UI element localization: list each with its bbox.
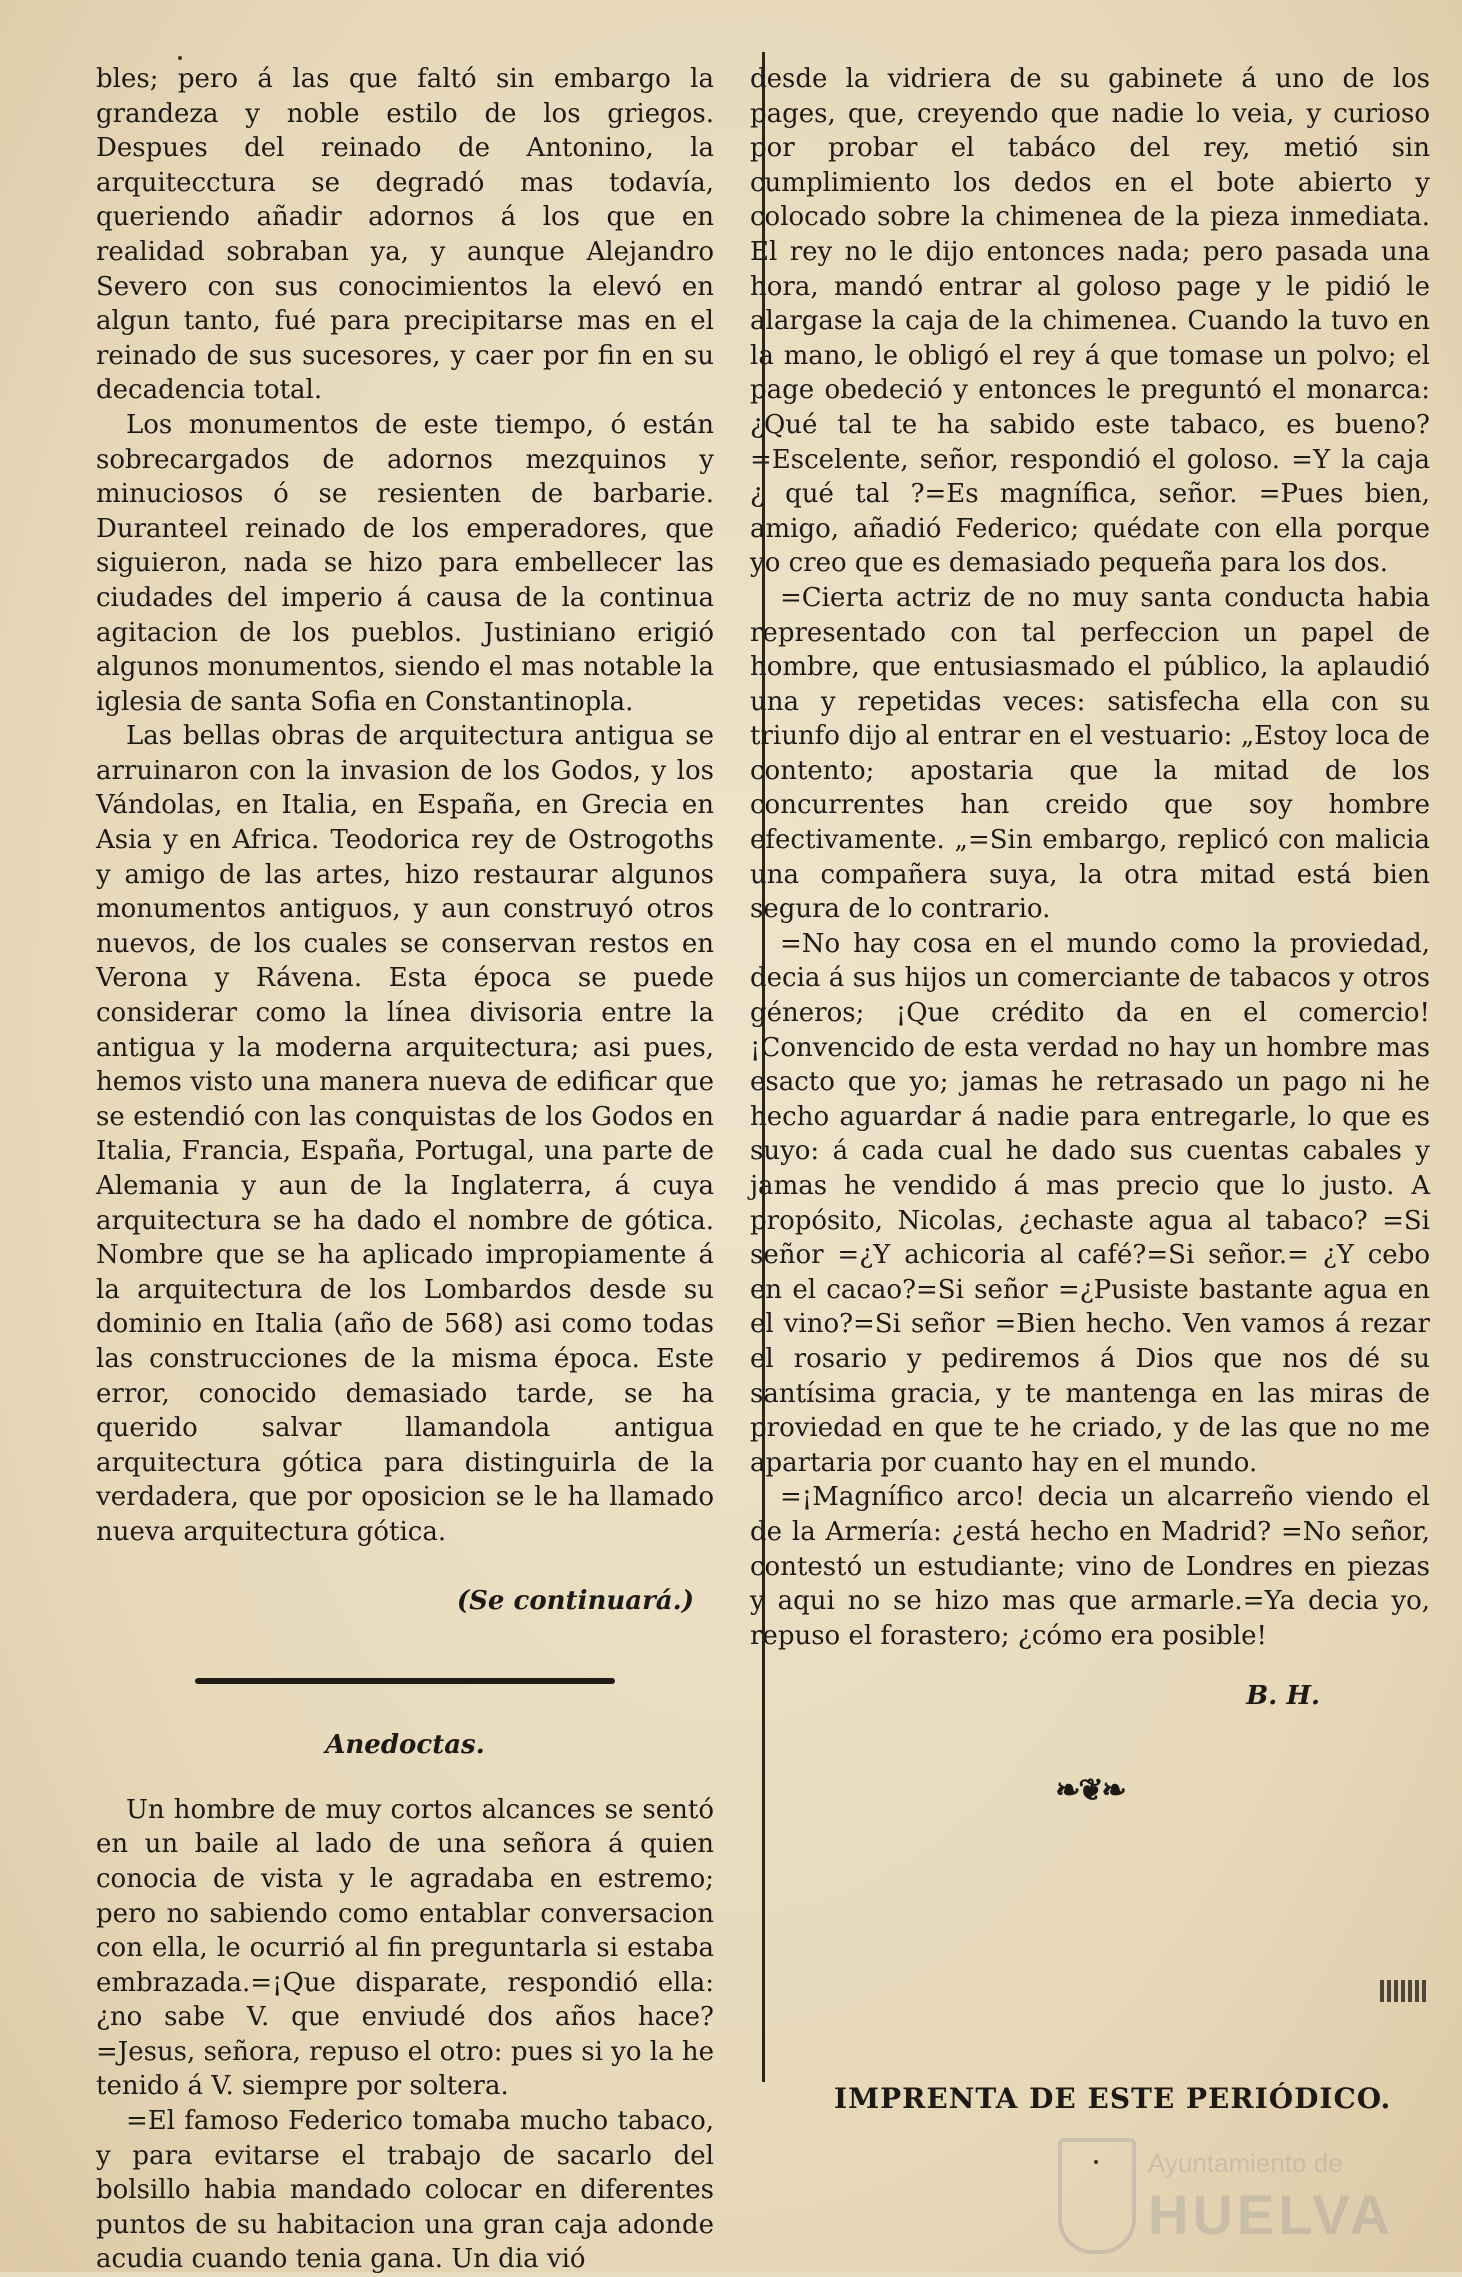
anecdote-1: Un hombre de muy cortos alcances se sentó en un baile al lado de una señora á quien conocia de vista y le agradaba en estremo; pero no sabiendo como entablar conversacion con ella, le ocurrió al fin preguntarla si estaba embrazada.=¡Que disparate, respondió ella: ¿no sabe V. que enviudé dos años hace? =Jesus, señora, repuso el otro: pues si yo la he tenido á V. siempre por soltera. xyxy=(96,1794,714,2102)
anecdotes-title: Anedoctas. xyxy=(325,1730,485,1761)
article-paragraph-3: Las bellas obras de arquitectura antigua se arruinaron con la invasion de los Godos, y los Vándolas, en Italia, en España, en Grecia en Asia y en Africa. Teodorica rey de Ostrogoths y amigo de las artes, hizo restaurar algunos monumentos antiguos, y aun construyó otros nuevos, de los cuales se conservan restos en Verona y Rávena. Esta época se puede considerar como la línea divisoria entre la antigua y la moderna arquitectura; asi pues, hemos visto una manera nueva de edificar que se estendió con las conquistas de los Godos en Italia, Francia, España, Portugal, una parte de Alemania y aun de la Inglaterra, á cuya arquitectura se ha dado el nombre de gótica. Nombre que se ha aplicado impropiamente á la arquitectura de los Lombardos desde su dominio en Italia (año de 568) asi como todas las construcciones de la misma época. Este error, conocido demasiado tarde, se ha querido salvar llamandola antigua arquitectura gótica para distinguirla de la verdadera, que por oposicion se le ha llamado nueva arquitectura gótica. xyxy=(96,721,714,1547)
coat-of-arms-icon xyxy=(1058,2138,1136,2254)
left-column xyxy=(96,62,714,2277)
author-signature: B. H. xyxy=(1246,1681,1320,1712)
archive-watermark xyxy=(1058,2138,1394,2258)
anecdote-3: =Cierta actriz de no muy santa conducta habia representado con tal perfeccion un papel de hombre, que entusiasmado el público, la aplaudió una y repetidas veces: satisfecha ella con su triunfo dijo al entrar en el vestuario: „Estoy loca de contento; apostaria que la mitad de los concurrentes han creido que soy hombre efectivamente. „=Sin embargo, replicó con malicia una compañera suya, la otra mitad está bien segura de lo contrario. xyxy=(750,582,1430,925)
print-fragment xyxy=(1380,1980,1428,2002)
anecdote-2-continued: desde la vidriera de su gabinete á uno de los pages, que, creyendo que nadie lo veia, y curioso por probar el tabáco del rey, metió sin cumplimiento los dedos en el bote abierto y colocado sobre la chimenea de la pieza inmediata. El rey no le dijo entonces nada; pero pasada una hora, mandó entrar al goloso page y le pidió le alargase la caja de la chimenea. Cuando la tuvo en la mano, le obligó el rey á que tomase un polvo; el page obedeció y entonces le preguntó el monarca: ¿Qué tal te ha sabido este tabaco, es bueno?=Escelente, señor, respondió el goloso. =Y la caja ¿ qué tal ?=Es magnífica, señor. =Pues bien, amigo, añadió Federico; quédate con ella porque yo creo que es demasiado pequeña para los dos. xyxy=(750,64,1430,579)
article-paragraph-2: Los monumentos de este tiempo, ó están sobrecargados de adornos mezquinos y minuciosos ó se resienten de barbarie. Duranteel reinado de los emperadores, que siguieron, nada se hizo para embellecer las ciudades del imperio á causa de la continua agitacion de los pueblos. Justiniano erigió algunos monumentos, siendo el mas notable la iglesia de santa Sofia en Constantinopla. xyxy=(96,409,714,717)
section-rule xyxy=(195,1678,615,1684)
watermark-line-2: HUELVA xyxy=(1148,2183,1394,2246)
imprint-line: IMPRENTA DE ESTE PERIÓDICO. xyxy=(834,2082,1392,2115)
anecdote-5: =¡Magnífico arco! decia un alcarreño viendo el de la Armería: ¿está hecho en Madrid? =No señor, contestó un estudiante; vino de Londres en piezas y aqui no se hizo mas que armarle.=Ya decia yo, repuso el forastero; ¿cómo era posible! xyxy=(750,1482,1430,1651)
ink-speck xyxy=(1094,2160,1098,2164)
ink-speck xyxy=(178,56,182,60)
anecdote-4: =No hay cosa en el mundo como la proviedad, decia á sus hijos un comerciante de tabacos y otros géneros; ¡Que crédito da en el comercio! ¡Convencido de esta verdad no hay un hombre mas esacto que yo; jamas he retrasado un pago ni he hecho aguardar á nadie para entregarle, lo que es suyo: á cada cual he dado sus cuentas cabales y jamas he vendido á mas precio que lo justo. A propósito, Nicolas, ¿echaste agua al tabaco? =Si señor =¿Y achicoria al café?=Si señor.= ¿Y cebo en el cacao?=Si señor =¿Pusiste bastante agua en el vino?=Si señor =Bien hecho. Ven vamos á rezar el rosario y pediremos á Dios que nos dé su santísima gracia, y te mantenga en las miras de proviedad en que te he criado, y de las que no me apartaria por cuanto hay en el mundo. xyxy=(750,928,1430,1478)
anecdote-2: =El famoso Federico tomaba mucho tabaco, y para evitarse el trabajo de sacarlo del bolsillo habia mandado colocar en diferentes puntos de su habitacion una gran caja adonde acudia cuando tenia gana. Un dia vió xyxy=(96,2106,714,2275)
ornament-icon: ❧❦❧ xyxy=(1055,1772,1125,1808)
article-paragraph-1: bles; pero á las que faltó sin embargo la grandeza y noble estilo de los griegos. Despues del reinado de Antonino, la arquitecctura se degradó mas todavía, queriendo añadir adornos á los que en realidad sobraban ya, y aunque Alejandro Severo con sus conocimientos la elevó en algun tanto, fué para precipitarse mas en el reinado de sus sucesores, y caer por fin en su decadencia total. xyxy=(96,64,714,406)
watermark-line-1: Ayuntamiento de xyxy=(1148,2148,1343,2178)
continuation-note: (Se continuará.) xyxy=(456,1585,694,1616)
right-column xyxy=(750,62,1430,1809)
